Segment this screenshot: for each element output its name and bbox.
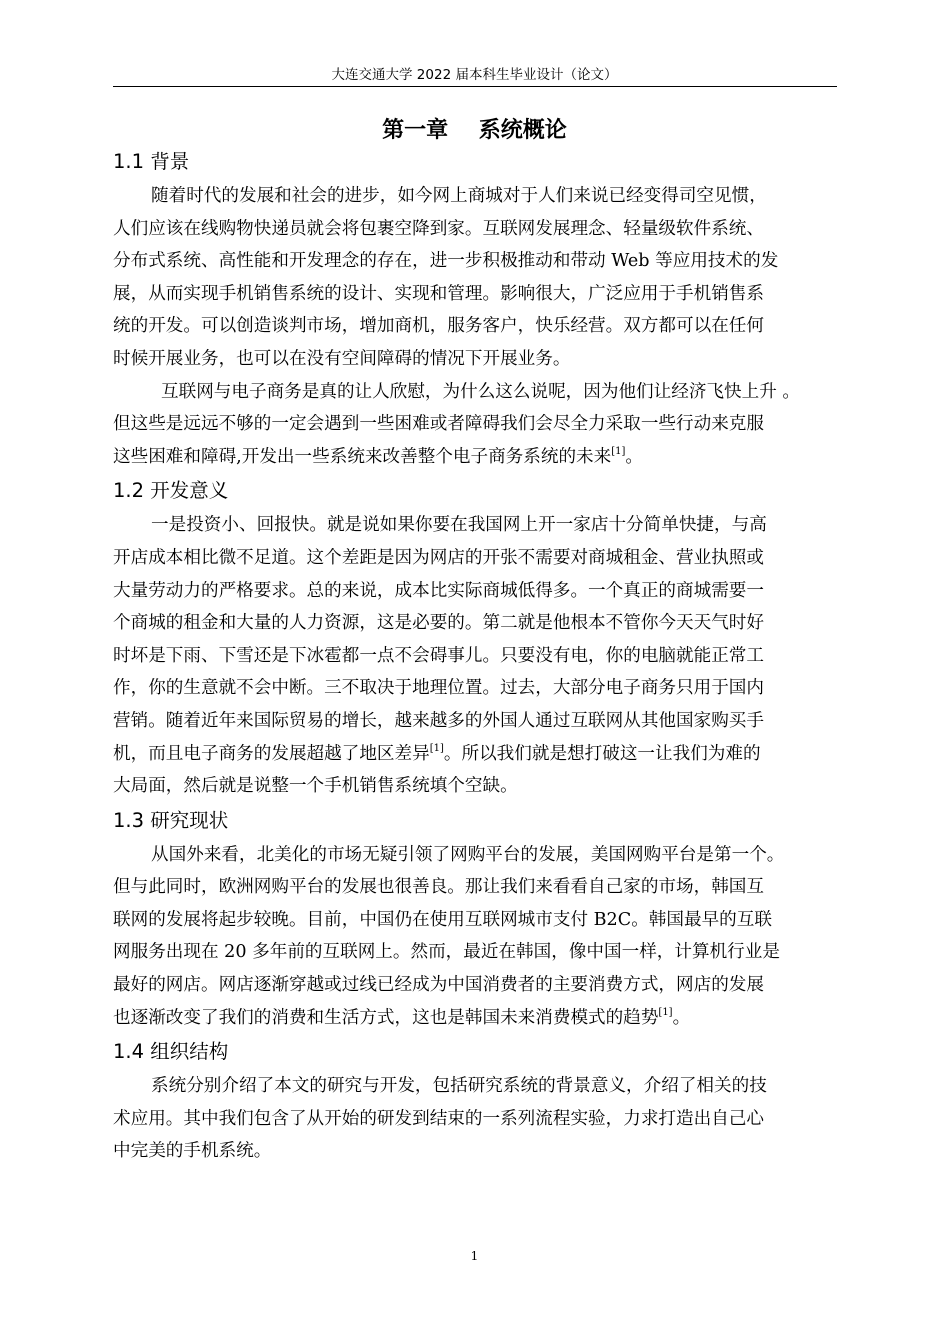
line-text: 大量劳动力的严格要求。总的来说，成本比实际商城低得多。一个真正的商城需要一: [113, 580, 764, 601]
paragraph-line: [113, 871, 853, 904]
citation-ref: [1]: [611, 445, 626, 457]
paragraph-line: [113, 575, 853, 608]
line-text: 人们应该在线购物快递员就会将包裹空降到家。互联网发展理念、轻量级软件系统、: [113, 218, 764, 239]
paragraph-line: [113, 180, 853, 213]
line-text-after-citation: 。所以我们就是想打破这一让我们为难的: [443, 743, 761, 764]
section-heading: 1.1 背景: [113, 150, 190, 173]
paragraph-line: [113, 705, 853, 738]
running-header: 大连交通大学 2022 届本科生毕业设计（论文）: [331, 67, 618, 83]
line-text: 机，而且电子商务的发展超越了地区差异: [113, 743, 430, 764]
paragraph-line: [113, 542, 853, 575]
line-text: 开店成本相比微不足道。这个差距是因为网店的开张不需要对商城租金、营业执照或: [113, 547, 764, 568]
paragraph-line: [113, 607, 853, 640]
line-text: 分布式系统、高性能和开发理念的存在，进一步积极推动和带动 Web 等应用技术的发: [113, 251, 779, 272]
line-text: 时候开展业务，也可以在没有空间障碍的情况下开展业务。: [113, 348, 571, 369]
line-text-after-citation: 。: [625, 446, 644, 467]
paragraph-line: [113, 278, 853, 311]
citation-ref: [1]: [658, 1006, 673, 1018]
paragraph-line: [113, 213, 853, 246]
paragraph-line: [113, 408, 853, 441]
line-text: 最好的网店。网店逐渐穿越或过线已经成为中国消费者的主要消费方式，网店的发展: [113, 975, 764, 996]
header-rule: [113, 86, 837, 87]
chapter-body: [113, 144, 853, 1168]
paragraph-line: [113, 1135, 853, 1168]
paragraph-line: [113, 310, 853, 343]
paragraph-line: [113, 904, 853, 937]
paragraph-line: [113, 969, 853, 1002]
line-text: 大局面，然后就是说整一个手机销售系统填个空缺。: [113, 776, 518, 797]
line-text: 中完美的手机系统。: [113, 1141, 272, 1162]
line-text: 时坏是下雨、下雪还是下冰雹都一点不会碍事儿。只要没有电，你的电脑就能正常工: [113, 645, 764, 666]
citation-ref: [1]: [429, 742, 444, 754]
line-text: 网服务出现在 20 多年前的互联网上。然而，最近在韩国，像中国一样，计算机行业是: [113, 942, 780, 963]
paragraph-line: [113, 245, 853, 278]
paragraph-line: [113, 738, 853, 771]
line-text-after-citation: 。: [672, 1007, 691, 1028]
line-text: 营销。随着近年来国际贸易的增长，越来越多的外国人通过互联网从其他国家购买手: [113, 710, 764, 731]
paragraph-line: [113, 640, 853, 673]
section-heading: 1.2 开发意义: [113, 479, 229, 503]
section-heading: 1.4 组织结构: [113, 1040, 229, 1064]
line-text: 这些困难和障碍,开发出一些系统来改善整个电子商务系统的未来: [113, 446, 612, 467]
line-text: 展，从而实现手机销售系统的设计、实现和管理。影响很大，广泛应用于手机销售系: [113, 283, 764, 304]
chapter-title: 第一章 系统概论: [382, 118, 567, 143]
paragraph-line: [113, 1002, 853, 1035]
line-text: 个商城的租金和大量的人力资源，这是必要的。第二就是他根本不管你今天天气时好: [113, 613, 764, 634]
line-text: 也逐渐改变了我们的消费和生活方式，这也是韩国未来消费模式的趋势: [113, 1007, 659, 1028]
paragraph-line: [113, 672, 853, 705]
line-text: 作，你的生意就不会中断。三不取决于地理位置。过去，大部分电子商务只用于国内: [113, 678, 764, 699]
line-text: 联网的发展将起步较晚。目前，中国仍在使用互联网城市支付 B2C。韩国最早的互联: [113, 909, 772, 930]
paragraph-line: [113, 1103, 853, 1136]
paragraph-line: [113, 509, 853, 542]
line-text: 但与此同时，欧洲网购平台的发展也很善良。那让我们来看看自己家的市场，韩国互: [113, 877, 764, 898]
line-text: 统的开发。可以创造谈判市场，增加商机，服务客户，快乐经营。双方都可以在任何: [113, 316, 764, 337]
paragraph-line: [113, 936, 853, 969]
line-text: 互联网与电子商务是真的让人欣慰，为什么这么说呢，因为他们让经济飞快上升 。: [161, 381, 800, 402]
paragraph-line: [113, 839, 853, 872]
line-text: 从国外来看，北美化的市场无疑引领了网购平台的发展，美国网购平台是第一个。: [151, 844, 785, 865]
paragraph-line: [113, 343, 853, 376]
section-heading: 1.3 研究现状: [113, 808, 229, 832]
line-text: 一是投资小、回报快。就是说如果你要在我国网上开一家店十分简单快捷，与高: [151, 515, 767, 536]
paragraph-line: [113, 376, 853, 409]
paragraph-line: [113, 770, 853, 803]
line-text: 但这些是远远不够的一定会遇到一些困难或者障碍我们会尽全力采取一些行动来克服: [113, 414, 764, 435]
paragraph-line: [113, 441, 853, 474]
paragraph-line: [113, 1070, 853, 1103]
line-text: 术应用。其中我们包含了从开始的研发到结束的一系列流程实验，力求打造出自己心: [113, 1108, 764, 1129]
line-text: 随着时代的发展和社会的进步，如今网上商城对于人们来说已经变得司空见惯，: [151, 186, 767, 206]
page-number: 1: [470, 1249, 479, 1263]
line-text: 系统分别介绍了本文的研究与开发，包括研究系统的背景意义，介绍了相关的技: [151, 1076, 767, 1097]
